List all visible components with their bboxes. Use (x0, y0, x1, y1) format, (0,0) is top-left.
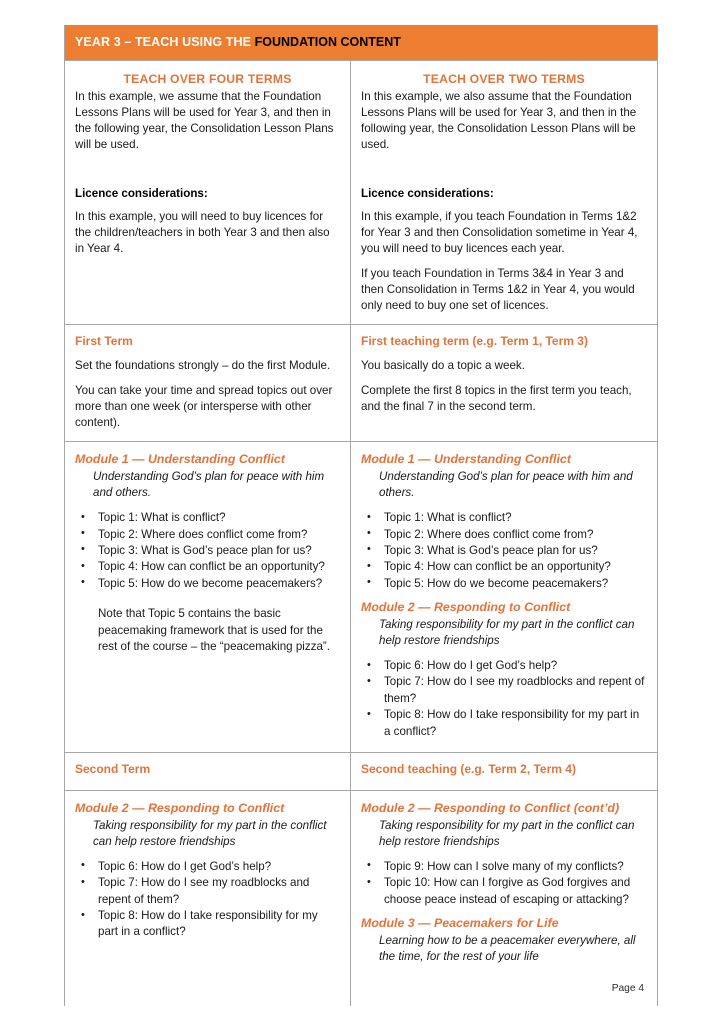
list-item: • Topic 7: How do I see my roadblocks and repent of them? (75, 875, 340, 908)
second-term-modules-cell-right (351, 791, 657, 1006)
first-term-left-paragraph-2: You can take your time and spread topics out over more than one week (or intersperse with other content). (75, 384, 333, 430)
topic-list-right-module1 (361, 510, 647, 592)
intro-cell-left (65, 61, 351, 324)
second-term-cell-left (65, 753, 351, 790)
list-item: • Topic 3: What is God’s peace plan for us? (361, 543, 647, 559)
module-subtitle-2-right-second: Taking responsibility for my part in the conflict can help restore friendships (379, 818, 635, 848)
first-term-heading-right: First teaching term (e.g. Term 1, Term 3) (361, 333, 588, 348)
topic-list-left-module1 (75, 510, 340, 592)
first-term-modules-cell-left (65, 442, 351, 752)
list-item: • Topic 4: How can conflict be an opportunity? (361, 559, 647, 575)
module-subtitle-1-left: Understanding God’s plan for peace with him and others. (93, 470, 325, 500)
list-item: • Topic 2: Where does conflict come from? (361, 527, 647, 543)
intro-right-paragraph: In this example, we also assume that the Foundation Lessons Plans will be used for Year 3, and then in the following year, the Consolidation Lesson Plans will be used. (361, 90, 637, 151)
first-term-right-paragraph-1: You basically do a topic a week. (361, 359, 525, 373)
list-item: • Topic 4: How can conflict be an opportunity? (75, 559, 340, 575)
second-term-heading-left: Second Term (75, 762, 151, 777)
module-subtitle-2-right: Taking responsibility for my part in the conflict can help restore friendships (379, 618, 635, 648)
module-heading-2-right: Module 2 — Responding to Conflict (361, 600, 571, 615)
licence-paragraph-right-1: In this example, if you teach Foundation in Terms 1&2 for Year 3 and then Consolidation sometime in Year 4, you will need to buy licences each year. (361, 209, 638, 255)
first-term-modules-cell-right (351, 442, 657, 752)
module-note-left: Note that Topic 5 contains the basic peacemaking framework that is used for the rest of the course – the “peacemaking pizza”. (98, 607, 330, 654)
module-heading-2-left-second: Module 2 — Responding to Conflict (75, 800, 285, 815)
first-term-left-paragraph-1: Set the foundations strongly – do the first Module. (75, 359, 331, 373)
licence-paragraph-left: In this example, you will need to buy licences for the children/teachers in both Year 3 and then also in Year 4. (75, 209, 330, 255)
list-item: • Topic 2: Where does conflict come from? (75, 527, 340, 543)
second-term-row (65, 753, 657, 791)
first-term-row (65, 325, 657, 443)
header-title-emphasis: FOUNDATION CONTENT (254, 35, 401, 49)
list-item: • Topic 10: How can I forgive as God forgives and choose peace instead of escaping or attacking? (361, 875, 647, 908)
page-number: Page 4 (611, 982, 644, 994)
list-item: • Topic 6: How do I get God’s help? (75, 859, 340, 875)
second-term-modules-cell-left (65, 791, 351, 1006)
list-item: • Topic 7: How do I see my roadblocks and repent of them? (361, 674, 647, 707)
licence-label-right: Licence considerations: (361, 186, 494, 200)
second-term-cell-right (351, 753, 657, 790)
module-subtitle-1-right: Understanding God’s plan for peace with him and others. (379, 470, 633, 500)
module-3-block-right (361, 915, 647, 965)
list-item: • Topic 1: What is conflict? (75, 510, 340, 526)
list-item: • Topic 5: How do we become peacemakers? (361, 576, 647, 592)
module-heading-1-right: Module 1 — Understanding Conflict (361, 452, 571, 467)
first-term-heading-left: First Term (75, 333, 133, 348)
column-title-two-terms: TEACH OVER TWO TERMS (423, 72, 585, 86)
licence-paragraph-right-2: If you teach Foundation in Terms 3&4 in Year 3 and then Consolidation in Terms 1&2 in Year 4, you would only need to buy one set of licences. (361, 266, 635, 312)
schedule-table (64, 25, 658, 1006)
list-item: • Topic 6: How do I get God’s help? (361, 658, 647, 674)
licence-label-left: Licence considerations: (75, 186, 208, 200)
list-item: • Topic 8: How do I take responsibility for my part in a conflict? (361, 707, 647, 740)
topic-list-right-module2 (361, 658, 647, 740)
list-item: • Topic 1: What is conflict? (361, 510, 647, 526)
second-term-heading-right: Second teaching (e.g. Term 2, Term 4) (361, 762, 576, 777)
intro-cell-right (351, 61, 657, 324)
intro-row (65, 61, 657, 325)
second-term-modules-row (65, 791, 657, 1006)
module-heading-2-right-second: Module 2 — Responding to Conflict (cont’d) (361, 800, 620, 815)
header-title-primary: YEAR 3 – TEACH USING THE (75, 35, 255, 49)
first-term-modules-row (65, 442, 657, 753)
topic-list-right-second-module2 (361, 859, 647, 908)
topic-list-left-second-module2 (75, 859, 340, 941)
module-subtitle-3-right: Learning how to be a peacemaker everywhere, all the time, for the rest of your life (379, 933, 636, 963)
list-item: • Topic 3: What is God’s peace plan for us? (75, 543, 340, 559)
module-heading-1-left: Module 1 — Understanding Conflict (75, 452, 285, 467)
list-item: • Topic 8: How do I take responsibility for my part in a conflict? (75, 908, 340, 941)
list-item: • Topic 5: How do we become peacemakers? (75, 576, 340, 592)
first-term-cell-right (351, 325, 657, 442)
module-2-block-right (361, 599, 647, 740)
module-heading-3-right: Module 3 — Peacemakers for Life (361, 916, 559, 931)
intro-left-paragraph: In this example, we assume that the Foundation Lessons Plans will be used for Year 3, and then in the following year, the Consolidation Lesson Plans will be used. (75, 90, 334, 151)
module-subtitle-2-left-second: Taking responsibility for my part in the conflict can help restore friendships (93, 818, 327, 848)
table-header-bar (65, 25, 657, 61)
spacer (361, 162, 647, 186)
first-term-cell-left (65, 325, 351, 442)
first-term-right-paragraph-2: Complete the first 8 topics in the first term you teach, and the final 7 in the second term. (361, 384, 632, 414)
list-item: • Topic 9: How can I solve many of my conflicts? (361, 859, 647, 875)
spacer (75, 162, 340, 186)
column-title-four-terms: TEACH OVER FOUR TERMS (123, 72, 292, 86)
